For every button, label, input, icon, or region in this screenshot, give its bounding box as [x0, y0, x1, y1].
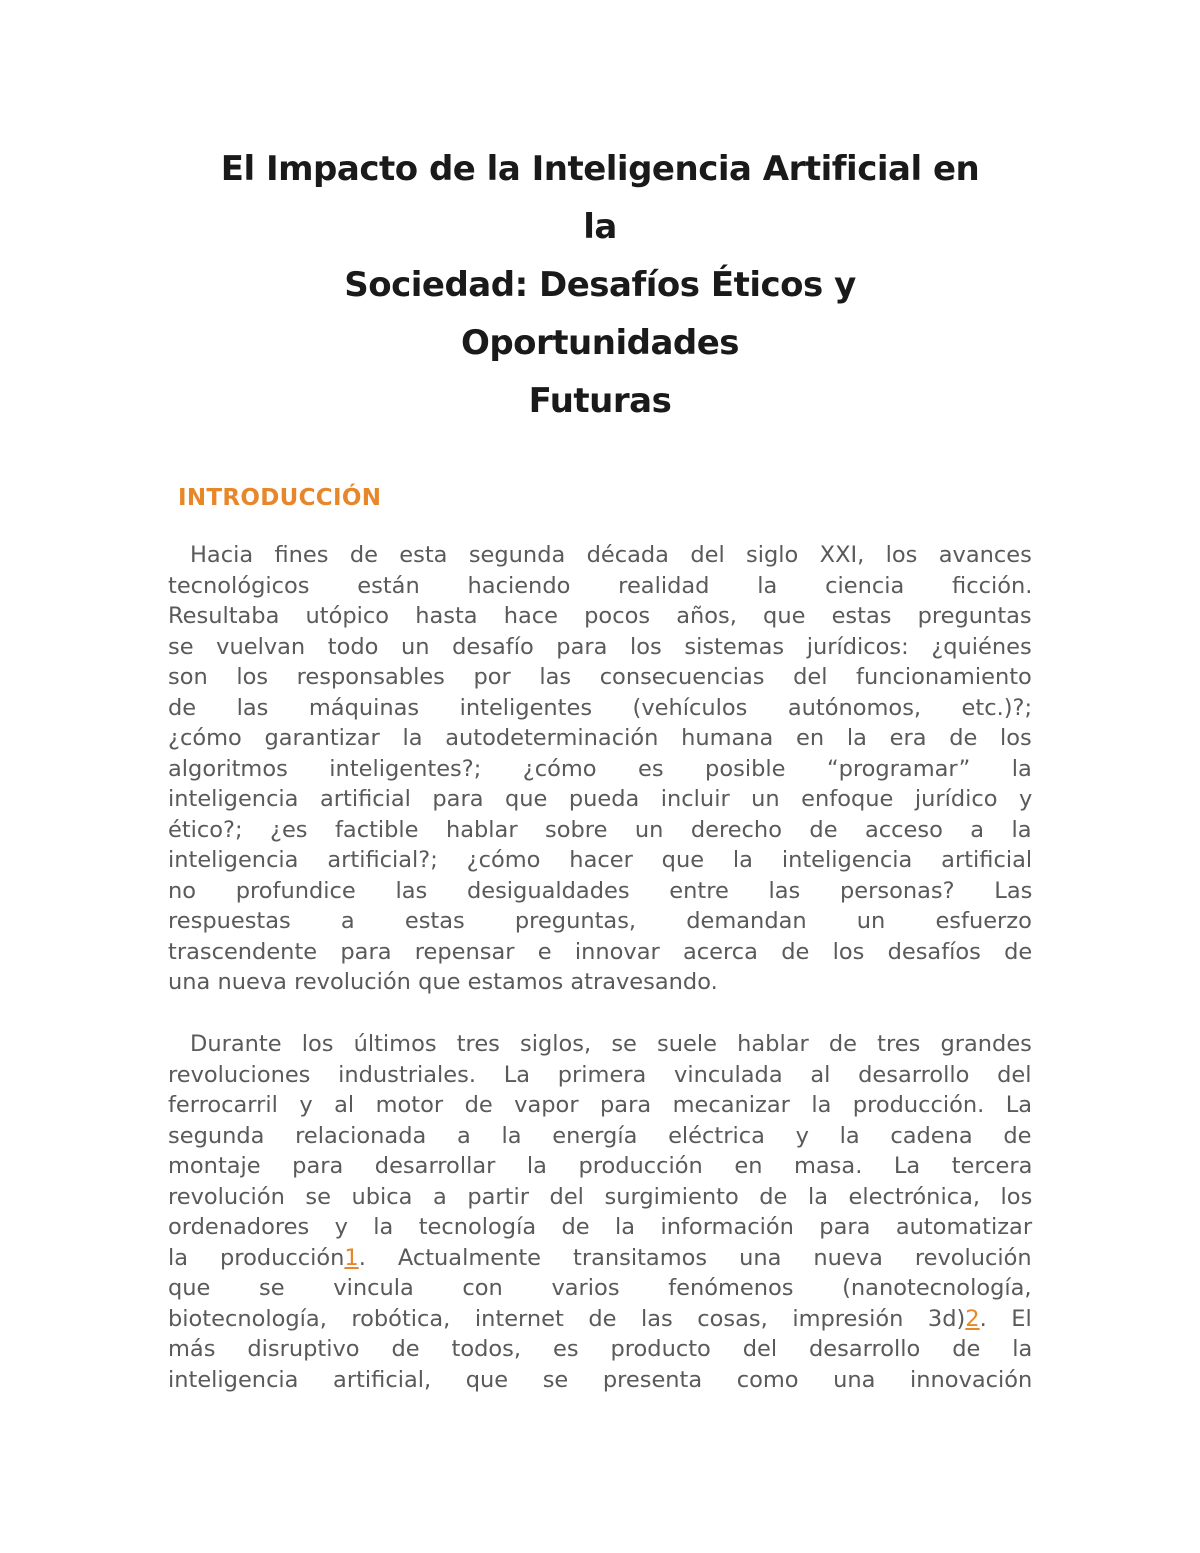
text-line: montaje para desarrollar la producción en masa. La tercera [168, 1153, 1033, 1179]
text-segment: . El [979, 1305, 1032, 1332]
section-heading: INTRODUCCIÓN [178, 485, 382, 511]
text-line: inteligencia artificial?; ¿cómo hacer que la inteligencia artificial [168, 847, 1033, 873]
text-segment: . Actualmente transitamos una nueva revolución [358, 1244, 1032, 1271]
title-line: Sociedad: Desafíos Éticos y Oportunidades [344, 265, 856, 363]
text-segment: biotecnología, robótica, internet de las cosas, impresión 3d) [168, 1305, 966, 1332]
text-line: tecnológicos están haciendo realidad la ciencia ficción. [168, 572, 1033, 599]
text-line: inteligencia artificial, que se presenta como una innovación [168, 1366, 1033, 1393]
text-line: que se vincula con varios fenómenos (nanotecnología, [168, 1275, 1032, 1301]
text-line: ético?; ¿es factible hablar sobre un derecho de acceso a la [168, 816, 1032, 843]
text-line: ferrocarril y al motor de vapor para mecanizar la producción. La [168, 1092, 1033, 1118]
paragraph-introduction [168, 540, 1032, 998]
text-line: segunda relacionada a la energía eléctrica y la cadena de [168, 1122, 1032, 1149]
text-line: de las máquinas inteligentes (vehículos autónomos, etc.)?; [168, 694, 1033, 721]
paragraph-revolutions [168, 1029, 1032, 1395]
text-line: son los responsables por las consecuencias del funcionamiento [168, 664, 1032, 690]
text-line: inteligencia artificial para que pueda incluir un enfoque jurídico y [168, 786, 1033, 812]
document-title [200, 140, 1000, 430]
text-line: se vuelvan todo un desafío para los sistemas jurídicos: ¿quiénes [168, 633, 1032, 660]
text-segment: la producción [168, 1244, 345, 1271]
text-line: más disruptivo de todos, es producto del desarrollo de la [168, 1336, 1033, 1362]
text-line-with-footnote [168, 1243, 1032, 1274]
text-line: una nueva revolución que estamos atravesando. [168, 969, 718, 995]
text-line-with-footnote [168, 1304, 1032, 1335]
text-line: ordenadores y la tecnología de la información para automatizar [168, 1214, 1033, 1240]
text-line: trascendente para repensar e innovar acerca de los desafíos de [168, 938, 1033, 965]
text-line: respuestas a estas preguntas, demandan un esfuerzo [168, 908, 1032, 934]
text-line: Hacia fines de esta segunda década del siglo XXI, los avances [190, 542, 1032, 568]
text-line: revolución se ubica a partir del surgimiento de la electrónica, los [168, 1183, 1033, 1210]
footnote-link-2[interactable]: 2 [965, 1305, 980, 1332]
text-line: no profundice las desigualdades entre las personas? Las [168, 877, 1033, 904]
footnote-link-1[interactable]: 1 [344, 1244, 359, 1271]
text-line: Resultaba utópico hasta hace pocos años, que estas preguntas [168, 603, 1032, 629]
title-line: El Impacto de la Inteligencia Artificial en la [220, 149, 980, 247]
text-line: Durante los últimos tres siglos, se suele hablar de tres grandes [190, 1031, 1032, 1057]
text-line: ¿cómo garantizar la autodeterminación humana en la era de los [168, 725, 1032, 751]
text-line: revoluciones industriales. La primera vinculada al desarrollo del [168, 1061, 1032, 1088]
title-line: Futuras [528, 381, 672, 421]
text-line: algoritmos inteligentes?; ¿cómo es posible “programar” la [168, 755, 1032, 782]
